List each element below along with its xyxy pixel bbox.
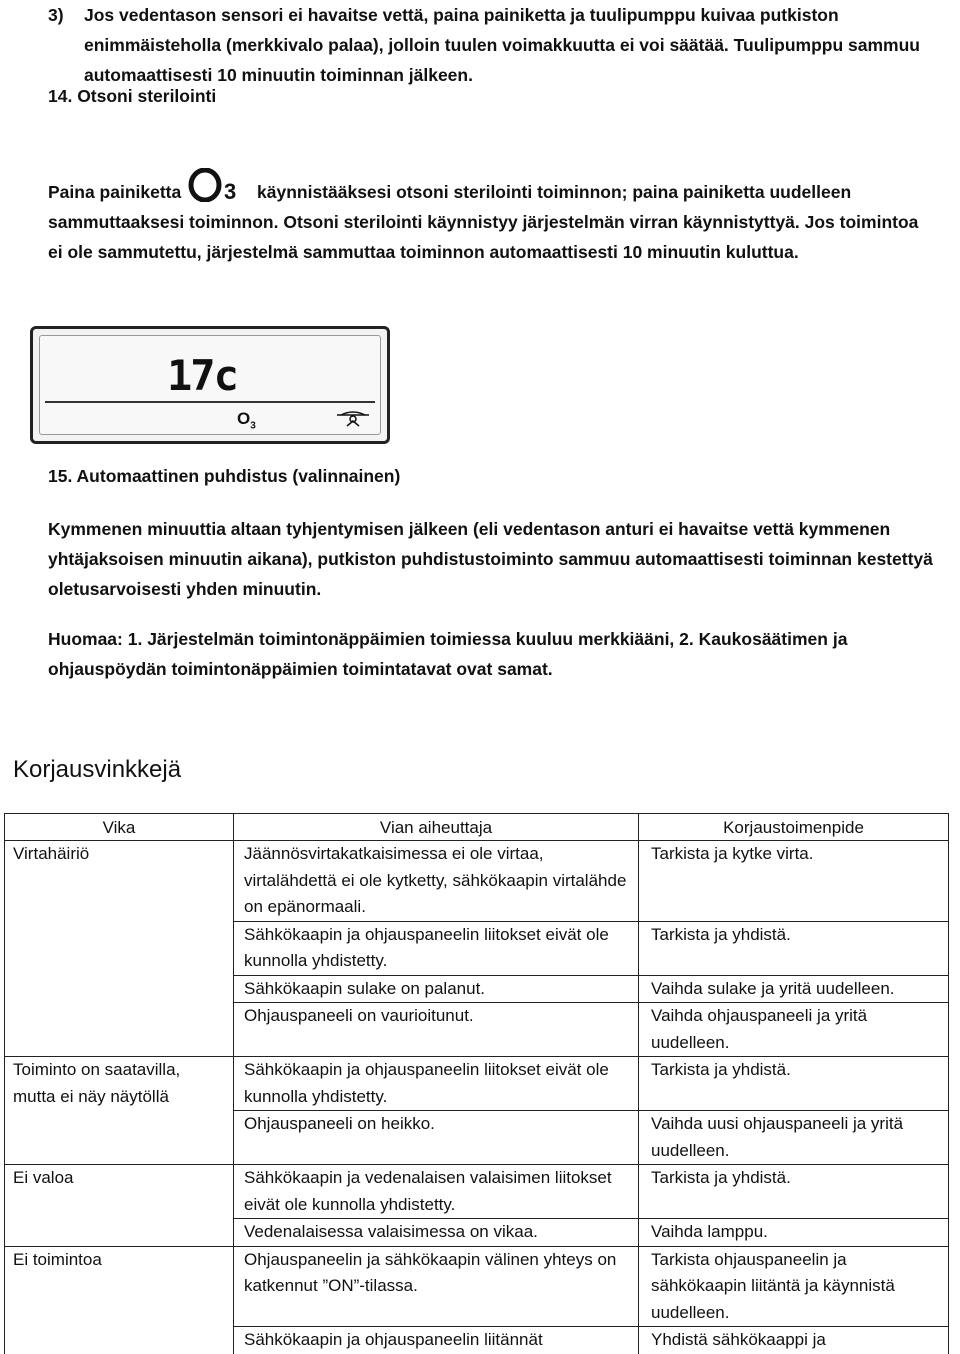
table-row bbox=[5, 1165, 949, 1219]
section-3-number: 3) bbox=[48, 5, 64, 25]
section-14-paragraph bbox=[48, 176, 928, 267]
ozone-button-icon bbox=[188, 176, 250, 204]
header-cause: Vian aiheuttaja bbox=[234, 814, 639, 841]
fix-cell: Tarkista ja yhdistä. bbox=[639, 1057, 949, 1111]
fix-cell: Tarkista ja kytke virta. bbox=[639, 841, 949, 922]
header-fault: Vika bbox=[5, 814, 234, 841]
fix-cell: Tarkista ja yhdistä. bbox=[639, 1165, 949, 1219]
fix-cell: Yhdistä sähkökaappi ja bbox=[639, 1327, 949, 1354]
section-15-note: Huomaa: 1. Järjestelmän toimintonäppäimien toimiessa kuuluu merkkiääni, 2. Kaukosäätimen ja ohjauspöydän toimintonäppäimien toimintatavat ovat samat. bbox=[48, 629, 848, 679]
cause-cell: Vedenalaisessa valaisimessa on vikaa. bbox=[234, 1219, 639, 1247]
cause-cell: Sähkökaapin ja ohjauspaneelin liitännät bbox=[234, 1327, 639, 1354]
fault-cell: Ei valoa bbox=[5, 1165, 234, 1247]
display-divider bbox=[45, 401, 375, 403]
cause-cell: Sähkökaapin ja ohjauspaneelin liitokset eivät ole kunnolla yhdistetty. bbox=[234, 921, 639, 975]
fix-cell: Vaihda uusi ohjauspaneeli ja yritä uudelleen. bbox=[639, 1111, 949, 1165]
section-14-after-icon: käynnistääksesi otsoni sterilointi toiminnon; paina painiketta uudelleen sammuttaaksesi toiminnon. Otsoni sterilointi käynnistyy järjestelmän virran käynnistyttyä. Jos toimintoa ei ole sammutettu, järjestelmä sammuttaa toiminnon automaattisesti 10 minuutin kuluttua. bbox=[48, 182, 919, 262]
table-row bbox=[5, 1246, 949, 1327]
cause-cell: Ohjauspaneelin ja sähkökaapin välinen yhteys on katkennut ”ON”-tilassa. bbox=[234, 1246, 639, 1327]
fix-cell: Vaihda sulake ja yritä uudelleen. bbox=[639, 975, 949, 1003]
section-3 bbox=[48, 0, 948, 90]
table-row bbox=[5, 1057, 949, 1111]
fault-cell: Toiminto on saatavilla, mutta ei näy näytöllä bbox=[5, 1057, 234, 1165]
cause-cell: Sähkökaapin sulake on palanut. bbox=[234, 975, 639, 1003]
section-3-text: Jos vedentason sensori ei havaitse vettä, paina painiketta ja tuulipumppu kuivaa putkiston enimmäisteholla (merkkivalo palaa), jolloin tuulen voimakkuutta ei voi säätää. Tuulipumppu sammuu automaattisesti 10 minuutin toiminnan jälkeen. bbox=[84, 5, 920, 85]
control-panel-display bbox=[30, 326, 390, 444]
ozone-button-sub: 3 bbox=[224, 179, 237, 202]
fault-cell: Virtahäiriö bbox=[5, 841, 234, 1057]
header-fix: Korjaustoimenpide bbox=[639, 814, 949, 841]
display-temperature: 17c bbox=[167, 351, 237, 400]
cause-cell: Ohjauspaneeli on vaurioitunut. bbox=[234, 1003, 639, 1057]
fix-cell: Tarkista ja yhdistä. bbox=[639, 921, 949, 975]
table-row bbox=[5, 841, 949, 922]
ozone-letter: O bbox=[237, 409, 251, 428]
table-header-row bbox=[5, 814, 949, 841]
cause-cell: Sähkökaapin ja ohjauspaneelin liitokset eivät ole kunnolla yhdistetty. bbox=[234, 1057, 639, 1111]
display-ozone-indicator bbox=[237, 409, 256, 431]
ozone-sub: 3 bbox=[250, 420, 256, 432]
cause-cell: Ohjauspaneeli on heikko. bbox=[234, 1111, 639, 1165]
troubleshooting-table bbox=[4, 813, 949, 1354]
cause-cell: Sähkökaapin ja vedenalaisen valaisimen liitokset eivät ole kunnolla yhdistetty. bbox=[234, 1165, 639, 1219]
fault-cell: Ei toimintoa bbox=[5, 1246, 234, 1354]
section-15-body: Kymmenen minuuttia altaan tyhjentymisen jälkeen (eli vedentason anturi ei havaitse vettä kymmenen yhtäjaksoisen minuutin aikana), putkiston puhdistustoiminto sammuu automaattisesti toiminnan kestettyä oletusarvoisesti yhden minuutin. bbox=[48, 519, 933, 599]
fix-cell: Vaihda ohjauspaneeli ja yritä uudelleen. bbox=[639, 1003, 949, 1057]
troubleshooting-title: Korjausvinkkejä bbox=[13, 756, 182, 783]
section-15-heading: 15. Automaattinen puhdistus (valinnainen) bbox=[48, 466, 401, 486]
cause-cell: Jäännösvirtakatkaisimessa ei ole virtaa, virtalähdettä ei ole kytketty, sähkökaapin virtalähde on epänormaali. bbox=[234, 841, 639, 922]
fix-cell: Vaihda lamppu. bbox=[639, 1219, 949, 1247]
section-14-before-icon: Paina painiketta bbox=[48, 182, 182, 202]
fix-cell: Tarkista ohjauspaneelin ja sähkökaapin liitäntä ja käynnistä uudelleen. bbox=[639, 1246, 949, 1327]
fan-icon bbox=[335, 409, 371, 429]
section-14-heading: 14. Otsoni sterilointi bbox=[48, 86, 217, 106]
